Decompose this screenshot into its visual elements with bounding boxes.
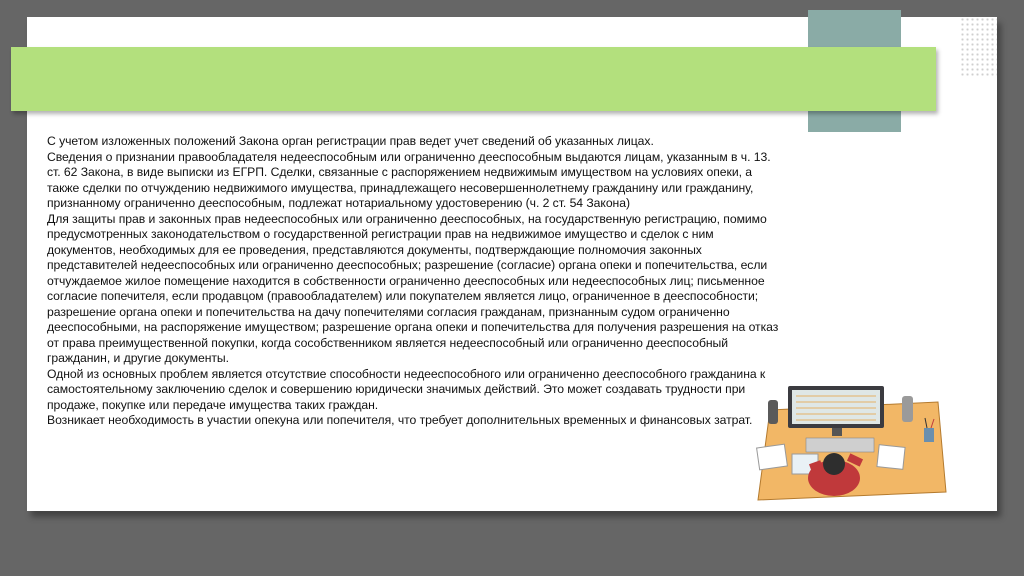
dot-pattern xyxy=(960,17,997,77)
body-text: С учетом изложенных положений Закона орган регистрации прав ведет учет сведений об указанных лицах. Сведения о признании правообладателя недееспособным или ограниченно дееспособным выдаются лицам, указанным в ч. 13. ст. 62 Закона, в виде выписки из ЕГРП. Сделки, связанные с распоряжением недвижимым имуществом на условиях опеки, а также сделки по отчуждению недвижимого имущества, принадлежащего несовершеннолетнему гражданину или гражданину, признанному ограниченно дееспособным, подлежат нотариальному удостоверению (ч. 2 ст. 54 Закона) Для защиты прав и законных прав недееспособных или ограниченно дееспособных, на государственную регистрацию, помимо предусмотренных законодательством о государственной регистрации прав на недвижимое имущество и сделок с ним документов, необходимых для ее проведения, представляются документы, подтверждающие полномочия законных представителей недееспособных или ограниченно дееспособных; разрешение (согласие) органа опеки и попечительства, если отчуждаемое жилое помещение находится в собственности ограниченно дееспособных или недееспособных лиц; письменное согласие попечителя, если продавцом (правообладателем) или покупателем является лицо, ограниченное в дееспособности; разрешение органа опеки и попечительства на дачу попечителями согласия гражданам, признанным судом ограниченно дееспособными, на распоряжение имуществом; разрешение органа опеки и попечительства для получения разрешения на отказ от права преимущественной покупки, когда сособственником является недееспособный или ограниченно дееспособный гражданин, и другие документы. Одной из основных проблем является отсутствие способности недееспособного или ограниченно дееспособного гражданина к самостоятельному заключению сделок и совершению юридически значимых действий. Это может создавать трудности при продаже, покупке или передаче имущества таких граждан. Возникает необходимость в участии опекуна или попечителя, что требует дополнительных временных и финансовых затрат. xyxy=(47,134,779,427)
desk-illustration xyxy=(748,382,948,510)
title-bar xyxy=(11,47,936,111)
